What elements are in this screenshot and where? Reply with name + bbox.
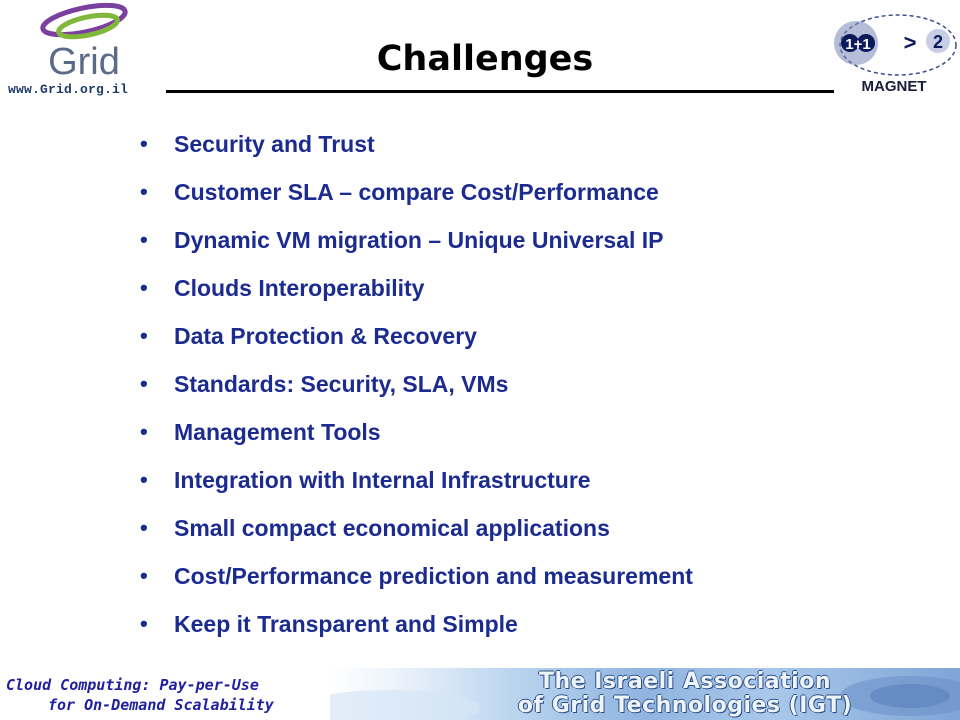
bullet-label: Keep it Transparent and Simple <box>174 610 518 637</box>
list-item <box>140 120 693 168</box>
list-item <box>140 312 693 360</box>
list-item <box>140 168 693 216</box>
bullet-icon: • <box>140 563 148 588</box>
list-item <box>140 264 693 312</box>
list-item <box>140 504 693 552</box>
list-item <box>140 600 693 648</box>
bullet-label: Cost/Performance prediction and measurement <box>174 562 693 589</box>
bullet-label: Clouds Interoperability <box>174 274 425 301</box>
page-title: Challenges <box>376 39 594 79</box>
bullet-icon: • <box>140 467 148 492</box>
bullet-icon: • <box>140 179 148 204</box>
bullet-icon: • <box>140 419 148 444</box>
bullet-label: Data Protection & Recovery <box>174 322 477 349</box>
igt-banner <box>330 668 960 720</box>
bullet-label: Standards: Security, SLA, VMs <box>174 370 509 397</box>
footer-line-2: for On-Demand Scalability <box>48 696 274 714</box>
banner-line-1: The Israeli Association <box>539 669 831 694</box>
bullet-label: Dynamic VM migration – Unique Universal IP <box>174 226 664 253</box>
bullet-label: Security and Trust <box>174 130 375 157</box>
bullet-icon: • <box>140 131 148 156</box>
bullet-label: Management Tools <box>174 418 381 445</box>
list-item <box>140 360 693 408</box>
magnet-badge-left: 1+1 <box>845 36 871 53</box>
bullet-icon: • <box>140 611 148 636</box>
bullet-icon: • <box>140 515 148 540</box>
list-item <box>140 408 693 456</box>
grid-wordmark: Grid <box>48 41 120 82</box>
bullet-icon: • <box>140 275 148 300</box>
footer-caption <box>6 675 296 715</box>
magnet-arrow: > <box>903 30 917 55</box>
bullet-icon: • <box>140 227 148 252</box>
bullet-list <box>140 120 693 648</box>
banner-line-2: of Grid Technologies (IGT) <box>517 693 853 718</box>
bullet-icon: • <box>140 371 148 396</box>
banner-title <box>445 670 925 718</box>
bullet-label: Customer SLA – compare Cost/Performance <box>174 178 659 205</box>
magnet-badge-right: 2 <box>932 32 944 52</box>
magnet-logo <box>830 5 960 100</box>
list-item <box>140 216 693 264</box>
list-item <box>140 456 693 504</box>
magnet-label: MAGNET <box>861 78 927 95</box>
grid-url: www.Grid.org.il <box>8 82 129 97</box>
title-underline <box>166 90 834 93</box>
grid-logo <box>22 2 162 82</box>
footer-line-1: Cloud Computing: Pay-per-Use <box>6 676 259 694</box>
list-item <box>140 552 693 600</box>
bullet-label: Small compact economical applications <box>174 514 610 541</box>
bullet-icon: • <box>140 323 148 348</box>
bullet-label: Integration with Internal Infrastructure <box>174 466 591 493</box>
